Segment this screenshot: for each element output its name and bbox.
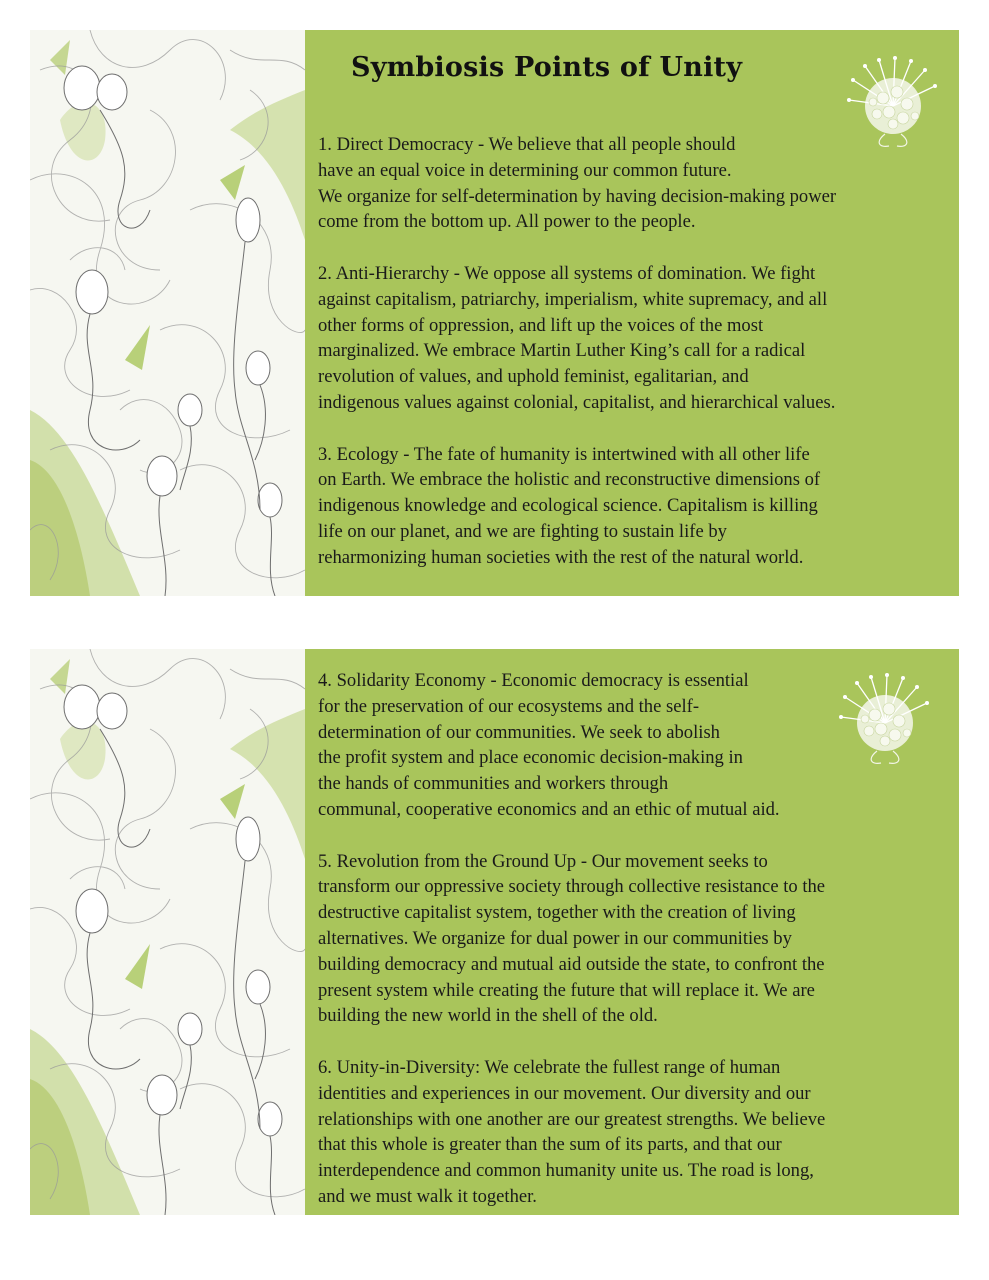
point-line: that this whole is greater than the sum of its parts, and that our	[318, 1134, 782, 1156]
point-line: 1. Direct Democracy - We believe that all people should	[318, 134, 736, 155]
point-line: determination of our communities. We seek to abolish	[318, 721, 720, 743]
point-line: interdependence and common humanity unite us. The road is long,	[318, 1160, 814, 1182]
points-list	[318, 132, 945, 571]
point-line: and we must walk it together.	[318, 1185, 537, 1207]
point-line: relationships with one another are our greatest strengths. We believe	[318, 1108, 826, 1130]
botanical-illustration	[30, 649, 305, 1215]
point-3	[318, 442, 945, 571]
page-title: Symbiosis Points of Unity	[351, 52, 743, 83]
point-line: marginalized. We embrace Martin Luther King’s call for a radical	[318, 340, 806, 362]
point-line: identities and experiences in our movement. Our diversity and our	[318, 1082, 811, 1104]
point-line: alternatives. We organize for dual power in our communities by	[318, 927, 792, 949]
point-line: have an equal voice in determining our common future.	[318, 159, 732, 181]
point-1	[318, 132, 945, 235]
point-4	[318, 668, 945, 823]
point-line: other forms of oppression, and lift up the voices of the most	[318, 314, 764, 336]
point-6	[318, 1055, 945, 1210]
point-line: come from the bottom up. All power to the people.	[318, 211, 696, 233]
point-line: 2. Anti-Hierarchy - We oppose all systems of domination. We fight	[318, 262, 816, 284]
point-line: life on our planet, and we are fighting to sustain life by	[318, 520, 727, 542]
point-line: 3. Ecology - The fate of humanity is intertwined with all other life	[318, 443, 810, 465]
point-5	[318, 849, 945, 1030]
point-line: destructive capitalist system, together with the creation of living	[318, 902, 796, 924]
point-line: 6. Unity-in-Diversity: We celebrate the fullest range of human	[318, 1056, 781, 1078]
point-line: We organize for self-determination by having decision-making power	[318, 185, 837, 207]
point-line: the hands of communities and workers through	[318, 773, 669, 795]
point-line: on Earth. We embrace the holistic and reconstructive dimensions of	[318, 469, 821, 491]
point-line: the profit system and place economic decision-making in	[318, 747, 743, 769]
point-line: communal, cooperative economics and an ethic of mutual aid.	[318, 798, 780, 820]
text-panel	[305, 649, 959, 1215]
card-top	[30, 30, 959, 596]
point-line: building democracy and mutual aid outside the state, to confront the	[318, 953, 825, 975]
point-line: 5. Revolution from the Ground Up - Our movement seeks to	[318, 850, 768, 872]
point-line: building the new world in the shell of the old.	[318, 1005, 658, 1027]
point-line: 4. Solidarity Economy - Economic democracy is essential	[318, 670, 749, 691]
point-line: for the preservation of our ecosystems and the self-	[318, 695, 700, 717]
card-bottom	[30, 649, 959, 1215]
point-line: present system while creating the future that will replace it. We are	[318, 979, 815, 1001]
text-panel	[305, 30, 959, 596]
point-2	[318, 261, 945, 416]
points-list	[318, 668, 945, 1210]
point-line: indigenous knowledge and ecological science. Capitalism is killing	[318, 495, 818, 517]
point-line: reharmonizing human societies with the rest of the natural world.	[318, 546, 804, 568]
point-line: transform our oppressive society through collective resistance to the	[318, 876, 826, 898]
point-line: revolution of values, and uphold feminist, egalitarian, and	[318, 366, 749, 388]
point-line: indigenous values against colonial, capitalist, and hierarchical values.	[318, 391, 836, 413]
botanical-illustration	[30, 30, 305, 596]
point-line: against capitalism, patriarchy, imperialism, white supremacy, and all	[318, 288, 828, 310]
